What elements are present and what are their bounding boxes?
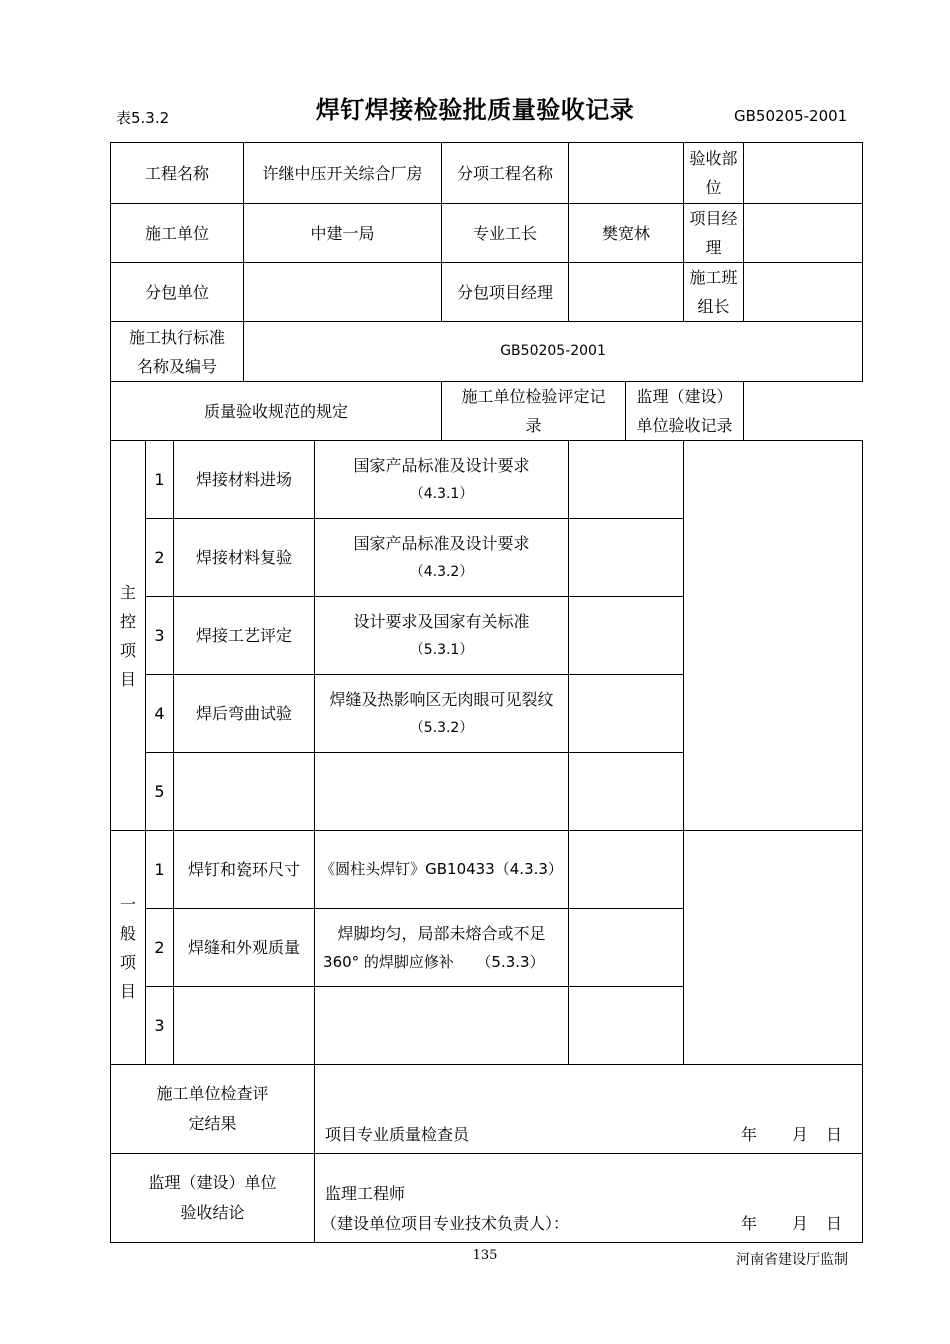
item-requirement [315,597,569,675]
date-fields [724,1120,842,1149]
date-fields [724,1209,842,1238]
item-name: 焊钉和瓷环尺寸 [174,831,315,909]
form-number: 表5.3.2 [116,109,170,127]
construction-check-label: 施工单位检查评定结果 [111,1065,315,1154]
table-row [111,322,863,382]
item-number: 2 [146,519,174,597]
item-name: 焊后弯曲试验 [174,675,315,753]
vertical-label-char: 主 [119,582,136,602]
page-number: 135 [472,1248,498,1263]
item-number: 1 [146,831,174,909]
construction-unit-value: 中建一局 [244,204,442,263]
table-row [111,263,863,322]
table-row [111,143,863,204]
foreman-label: 专业工长 [442,204,569,263]
vertical-label-char: 目 [119,981,136,1001]
exec-std-value: GB50205-2001 [244,322,863,382]
item-requirement [315,909,569,987]
construction-record-cell [569,987,684,1065]
team-leader-label: 施工班组长 [684,263,744,322]
year-label: 年 [741,1125,758,1144]
sub-project-label: 分项工程名称 [442,143,569,204]
item-number: 1 [146,441,174,519]
item-name: 焊接材料进场 [174,441,315,519]
clause-text: （5.3.2） [409,719,474,736]
item-name [174,753,315,831]
item-number: 3 [146,597,174,675]
item-requirement [315,987,569,1065]
table-row [111,441,863,519]
construction-unit-label: 施工单位 [111,204,244,263]
vertical-label-char: 控 [119,611,136,631]
month-label: 月 [792,1125,809,1144]
tech-lead-label: （建设单位项目专业技术负责人）： [321,1214,570,1233]
requirement-text: 国家产品标准及设计要求 [353,455,530,475]
supervision-record-header: 监理（建设）单位验收记录 [626,382,744,441]
item-number: 5 [146,753,174,831]
team-leader-value [744,263,863,322]
exec-std-label: 施工执行标准名称及编号 [111,322,244,382]
project-manager-value [744,204,863,263]
item-requirement: 《圆柱头焊钉》GB10433（4.3.3） [315,831,569,909]
subcontractor-value [244,263,442,322]
vertical-label-char: 般 [119,923,136,943]
table-row [111,1065,863,1154]
vertical-label-char: 目 [119,669,136,689]
clause-text: （4.3.1） [409,485,474,502]
construction-record-cell [569,597,684,675]
month-label: 月 [792,1214,809,1233]
issuing-authority: 河南省建设厅监制 [736,1252,848,1268]
vertical-label-char: 项 [119,952,136,972]
supervisor-signature-line [321,1209,842,1238]
item-name [174,987,315,1065]
table-row [111,1154,863,1243]
acceptance-part-value [744,143,863,204]
construction-record-cell [569,909,684,987]
year-label: 年 [741,1214,758,1233]
sub-pm-value [569,263,684,322]
general-items-label [111,831,146,1065]
construction-record-cell [569,831,684,909]
spec-header: 质量验收规范的规定 [111,382,442,441]
item-number: 4 [146,675,174,753]
sub-pm-label: 分包项目经理 [442,263,569,322]
item-requirement [315,675,569,753]
requirement-text: 设计要求及国家有关标准 [353,611,530,631]
supervision-label: 监理（建设）单位验收结论 [111,1154,315,1243]
item-requirement [315,519,569,597]
project-name-value: 许继中压开关综合厂房 [244,143,442,204]
supervision-conclusion-cell [315,1154,863,1243]
main-items-label [111,441,146,831]
main-items-char [115,578,141,694]
acceptance-record-table [110,142,863,1243]
day-label: 日 [826,1214,843,1233]
page-title: 焊钉焊接检验批质量验收记录 [315,96,635,124]
item-number: 3 [146,987,174,1065]
project-name-label: 工程名称 [111,143,244,204]
table-header-row [111,382,863,441]
table-row [111,204,863,263]
clause-text: （5.3.1） [409,641,474,658]
day-label: 日 [826,1125,843,1144]
project-manager-label: 项目经理 [684,204,744,263]
subcontractor-label: 分包单位 [111,263,244,322]
construction-check-cell [315,1065,863,1154]
requirement-text: 焊缝及热影响区无肉眼可见裂纹 [329,689,554,709]
construction-record-cell [569,675,684,753]
clause-text: 360° 的焊脚应修补 （5.3.3） [323,952,545,971]
acceptance-part-label: 验收部位 [684,143,744,204]
foreman-value: 樊宽林 [569,204,684,263]
clause-text: （4.3.2） [409,563,474,580]
supervisor-label: 监理工程师 [325,1184,406,1203]
construction-record-cell [569,753,684,831]
supervision-record-cell [684,831,863,1065]
supervision-record-cell [684,441,863,831]
item-requirement [315,753,569,831]
item-name: 焊缝和外观质量 [174,909,315,987]
requirement-text: 国家产品标准及设计要求 [353,533,530,553]
item-requirement [315,441,569,519]
inspector-label: 项目专业质量检查员 [325,1125,470,1144]
requirement-text: 焊脚均匀，局部未熔合或不足 [337,923,546,943]
construction-record-header: 施工单位检验评定记录 [442,382,626,441]
construction-record-cell [569,441,684,519]
item-name: 焊接材料复验 [174,519,315,597]
inspector-signature-line [325,1120,842,1149]
vertical-label-char: 一 [119,894,136,914]
item-name: 焊接工艺评定 [174,597,315,675]
general-items-char [115,890,141,1006]
construction-record-cell [569,519,684,597]
vertical-label-char: 项 [119,640,136,660]
table-row [111,831,863,909]
standard-code: GB50205-2001 [734,107,848,125]
sub-project-value [569,143,684,204]
item-number: 2 [146,909,174,987]
